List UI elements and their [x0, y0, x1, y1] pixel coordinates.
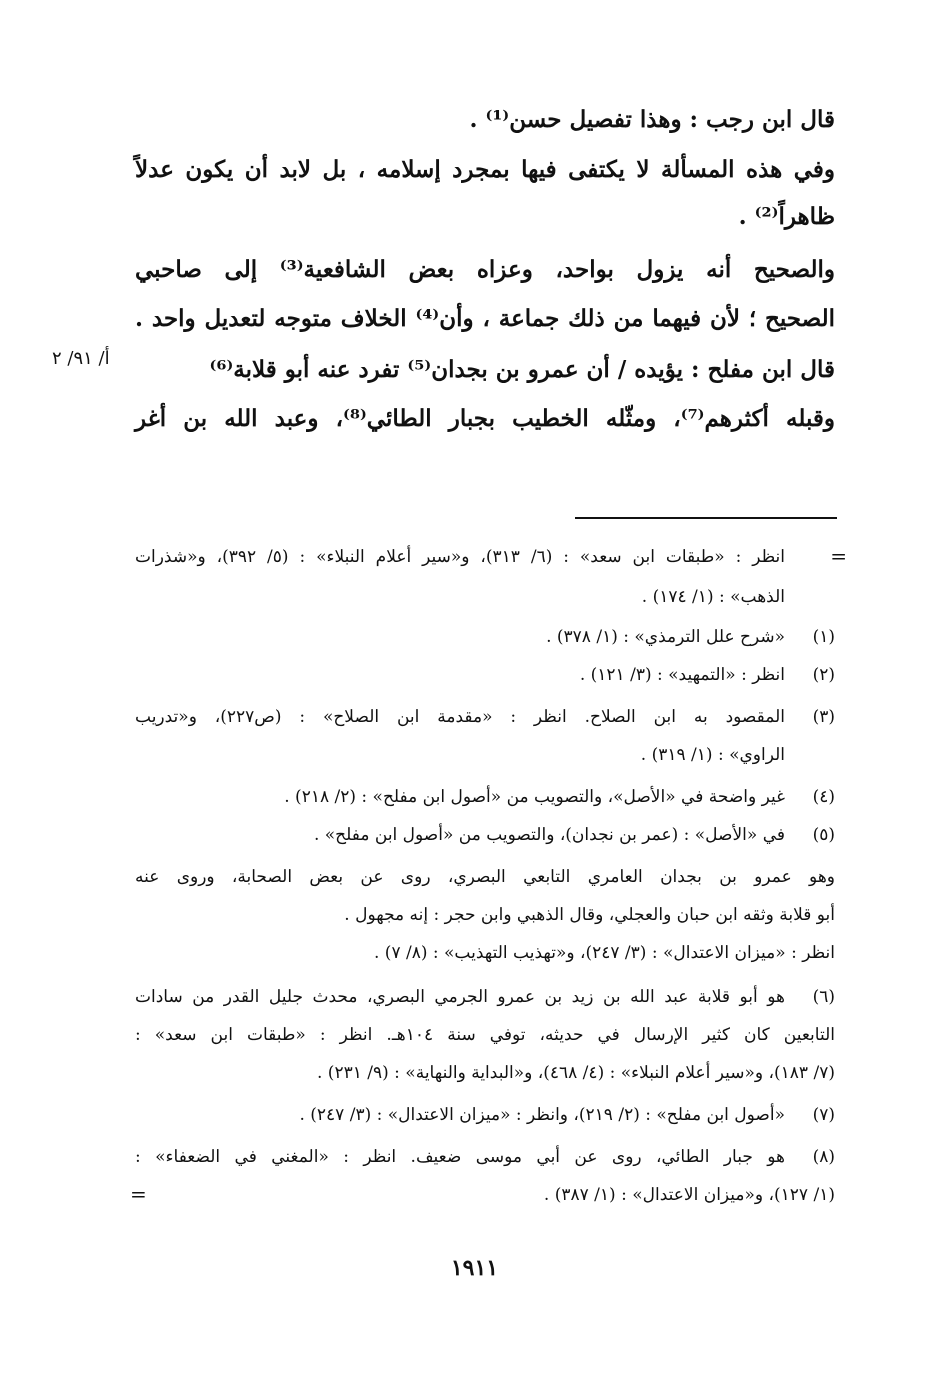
main-line-6: قال ابن مفلح : يؤيده / أن عمرو بن بجدان⁽⁵⁾ تفرد عنه أبو قلابة⁽⁶⁾: [209, 356, 835, 383]
footnote-5: (٥) في «الأصل» : (عمر بن نجدان)، والتصويب من «أصول ابن مفلح» .: [313, 825, 835, 845]
footnote-5-detail-3: انظر : «ميزان الاعتدال» : (٣/ ٢٤٧)، و«تهذيب التهذيب» : (٨/ ٧) .: [373, 943, 835, 963]
footnote-continued-line-1: انظر : «طبقات ابن سعد» : (٦/ ٣١٣)، و«سير أعلام النبلاء» : (٥/ ٣٩٢)، و«شذرات: [135, 547, 785, 567]
footnote-5-detail-2: أبو قلابة وثقه ابن حبان والعجلي، وقال الذهبي وابن حجر : إنه مجهول .: [344, 905, 835, 925]
footnote-6: (٦) هو أبو قلابة عبد الله بن زيد بن عمرو الجرمي البصري، محدث جليل القدر من سادات: [135, 987, 835, 1007]
main-line-3: ظاهراً⁽²⁾ .: [738, 203, 835, 230]
footnote-separator: [575, 517, 837, 519]
footnote-6-line-3: (٧/ ١٨٣)، و«سير أعلام النبلاء» : (٤/ ٤٦٨)، و«البداية والنهاية» : (٩/ ٢٣١) .: [317, 1063, 835, 1083]
main-line-2: وفي هذه المسألة لا يكتفى فيها بمجرد إسلامه ، بل لابد أن يكون عدلاً: [135, 156, 835, 183]
main-line-5: الصحيح ؛ لأن فيهما من ذلك جماعة ، وأن⁽⁴⁾ الخلاف متوجه لتعديل واحد .: [135, 305, 835, 332]
footnote-6-line-2: التابعين كان كثير الإرسال في حديثه، توفي سنة ١٠٤هـ. انظر : «طبقات ابن سعد» :: [135, 1025, 835, 1045]
footnote-3-line-2: الراوي» : (١/ ٣١٩) .: [640, 745, 785, 765]
footnote-1: (١) «شرح علل الترمذي» : (١/ ٣٧٨) .: [546, 627, 835, 647]
main-line-7: وقبله أكثرهم⁽⁷⁾، ومثّله الخطيب بجبار الطائي⁽⁸⁾، وعبد الله بن أغر: [135, 405, 835, 432]
footnote-8: (٨) هو جبار الطائي، روى عن أبي موسى ضعيف. انظر : «المغني في الضعفاء» :: [135, 1147, 835, 1167]
footnote-7: (٧) «أصول ابن مفلح» : (٢/ ٢١٩)، وانظر : «ميزان الاعتدال» : (٣/ ٢٤٧) .: [299, 1105, 835, 1125]
footnote-2: (٢) انظر : «التمهيد» : (٣/ ١٢١) .: [579, 665, 835, 685]
continuation-marker: =: [830, 544, 847, 568]
footnote-4: (٤) غير واضحة في «الأصل»، والتصويب من «أصول ابن مفلح» : (٢/ ٢١٨) .: [284, 787, 835, 807]
footnote-continued-line-2: الذهب» : (١/ ١٧٤) .: [641, 587, 785, 607]
footnote-8-line-2: (١/ ١٢٧)، و«ميزان الاعتدال» : (١/ ٣٨٧) .: [543, 1185, 835, 1205]
main-line-4: والصحيح أنه يزول بواحد، وعزاه بعض الشافعية⁽³⁾ إلى صاحبي: [135, 256, 835, 283]
end-continuation-marker: =: [130, 1182, 147, 1206]
page-number: ١٩١١: [450, 1255, 499, 1281]
margin-folio-reference: أ/ ٩١/ ٢: [52, 348, 110, 369]
footnote-3: (٣) المقصود به ابن الصلاح. انظر : «مقدمة ابن الصلاح» : (ص٢٢٧)، و«تدريب: [135, 707, 835, 727]
main-line-1: قال ابن رجب : وهذا تفصيل حسن⁽¹⁾ .: [469, 106, 835, 133]
footnote-5-detail-1: وهو عمرو بن بجدان العامري التابعي البصري، روى عن بعض الصحابة، وروى عنه: [135, 867, 835, 887]
